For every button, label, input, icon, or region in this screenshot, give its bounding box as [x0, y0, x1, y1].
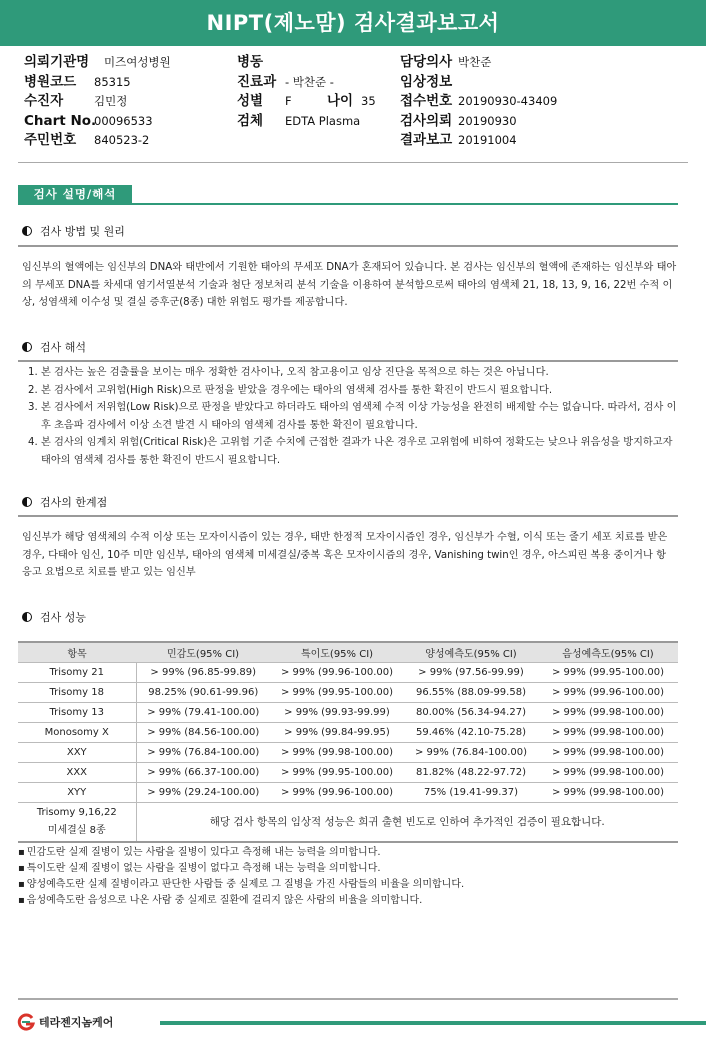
- label-report-date: 결과보고: [400, 132, 453, 148]
- report-title: NIPT(제노맘) 검사결과보고서: [0, 0, 706, 46]
- table-cell: > 99% (66.37-100.00): [136, 762, 270, 782]
- note-label-1: Trisomy 9,16,22: [36, 806, 117, 818]
- list-item: 3. 본 검사에서 저위험(Low Risk)으로 판정을 받았다고 하더라도 태아의 염색체 수적 이상 가능성을 완전히 배제할 수는 없습니다. 따라서, 검사 이후 초음파 검사에서 이상 소견 발견 시 태아의 염색체 검사를 통한 확진이 필요합니다.: [28, 402, 677, 431]
- half-circle-icon: [22, 342, 32, 352]
- label-doctor: 담당의사: [400, 54, 453, 70]
- value-chart-no: 00096533: [94, 113, 153, 128]
- label-ward: 병동: [237, 54, 264, 70]
- interpretation-heading-text: 검사 해석: [40, 341, 87, 354]
- label-patient: 수진자: [24, 93, 64, 109]
- table-cell: Trisomy 18: [18, 682, 136, 702]
- table-cell: 98.25% (90.61-99.96): [136, 682, 270, 702]
- table-cell: > 99% (99.95-100.00): [270, 682, 404, 702]
- column-header: 항목: [18, 642, 136, 662]
- info-row-sex-age: [237, 91, 376, 111]
- table-cell: > 99% (29.24-100.00): [136, 782, 270, 802]
- table-cell: > 99% (99.96-100.00): [270, 662, 404, 682]
- note-text: 해당 검사 항목의 임상적 성능은 희귀 출현 빈도로 인하여 추가적인 검증이 필요합니다.: [136, 802, 678, 842]
- value-receipt-no: 20190930-43409: [458, 94, 558, 108]
- note-label-2: 미세결실 8종: [47, 824, 106, 836]
- label-chart-no: Chart No.: [24, 112, 97, 129]
- table-cell: > 99% (84.56-100.00): [136, 722, 270, 742]
- info-row-resident-no: [24, 130, 171, 150]
- table-cell: > 99% (97.56-99.99): [404, 662, 538, 682]
- table-row: [18, 702, 678, 722]
- info-row-specimen: [237, 111, 376, 131]
- value-sex: F: [285, 94, 292, 108]
- table-cell: > 99% (99.98-100.00): [270, 742, 404, 762]
- info-row-department: [237, 72, 376, 92]
- value-clinic: 미즈여성병원: [104, 55, 171, 69]
- list-item: 1. 본 검사는 높은 검출률을 보이는 매우 정확한 검사이나, 오직 참고용이고 임상 진단을 목적으로 하는 것은 아닙니다.: [28, 367, 549, 378]
- column-header: 특이도(95% CI): [270, 642, 404, 662]
- label-age: 나이: [327, 93, 354, 109]
- info-row-report-date: [400, 130, 557, 150]
- table-cell: Trisomy 13: [18, 702, 136, 722]
- table-note-row: [18, 802, 678, 842]
- table-row: [18, 722, 678, 742]
- patient-info-col1: [24, 52, 171, 150]
- table-row: [18, 662, 678, 682]
- info-row-doctor: [400, 52, 557, 72]
- value-patient: 김민정: [94, 94, 128, 108]
- performance-heading-text: 검사 성능: [40, 611, 87, 624]
- value-doctor: 박찬준: [458, 55, 492, 69]
- table-cell: 75% (19.41-99.37): [404, 782, 538, 802]
- label-receipt-no: 접수번호: [400, 93, 453, 109]
- limitations-text: 임신부가 해당 염색체의 수적 이상 또는 모자이시즘이 있는 경우, 태반 한정적 모자이시즘인 경우, 임신부가 수혈, 이식 또는 줄기 세포 치료를 받은 경우, 다태아 임신, 10주 미만 임신부, 태아의 염색체 미세결실/중복 혹은 모자이시즘의 경우, Vanishing twin인 경우, 아스피린 복용 중이거나 항 응고 요법으로 치료를 받고 있는 임신부: [22, 532, 668, 578]
- section-underline: [18, 203, 678, 205]
- info-row-hospital-code: [24, 72, 171, 92]
- label-request-date: 검사의뢰: [400, 112, 453, 129]
- table-cell: XXY: [18, 742, 136, 762]
- table-row: [18, 742, 678, 762]
- value-request-date: 20190930: [458, 113, 517, 128]
- note-label-cell: [18, 802, 136, 842]
- column-header: 음성예측도(95% CI): [538, 642, 678, 662]
- table-cell: XYY: [18, 782, 136, 802]
- list-item: 4. 본 검사의 임계치 위험(Critical Risk)은 고위험 기준 수치에 근접한 결과가 나온 경우로 고위험에 비하여 정확도는 낮으나 위음성을 방지하고자 태아의 염색체 검사를 통한 확진이 반드시 필요합니다.: [28, 437, 673, 466]
- method-heading-text: 검사 방법 및 원리: [40, 225, 125, 238]
- list-item: ▪ 민감도란 실제 질병이 있는 사람을 질병이 있다고 측정해 내는 능력을 의미합니다.: [18, 845, 678, 861]
- footer-divider: [18, 998, 678, 1000]
- method-text: 임신부의 혈액에는 임신부의 DNA와 태반에서 기원한 태아의 무세포 DNA가 혼재되어 있습니다. 본 검사는 임신부의 혈액에 존재하는 임신부와 태아의 무세포 DNA를 차세대 염기서열분석 기술과 첨단 정보처리 분석 기술을 이용하여 분석함으로써 태아의 염색체 21, 18, 13, 9, 16, 22번 수적 이상, 성염색체 이수성 및 결실 증후군(8종) 대한 위험도 평가를 제공합니다.: [22, 262, 677, 308]
- list-item: 2. 본 검사에서 고위험(High Risk)으로 판정을 받았을 경우에는 태아의 염색체 검사를 통한 확진이 반드시 필요합니다.: [28, 384, 553, 396]
- table-cell: XXX: [18, 762, 136, 782]
- interpretation-heading: [22, 339, 86, 355]
- info-row-chart-no: [24, 111, 171, 131]
- limitations-heading: [22, 494, 107, 510]
- value-specimen: EDTA Plasma: [285, 113, 361, 128]
- value-report-date: 20191004: [458, 133, 517, 147]
- table-cell: > 99% (96.85-99.89): [136, 662, 270, 682]
- list-item: ▪ 특이도란 실제 질병이 없는 사람을 질병이 없다고 측정해 내는 능력을 의미합니다.: [18, 861, 678, 877]
- performance-table: [18, 641, 678, 843]
- table-cell: > 99% (76.84-100.00): [136, 742, 270, 762]
- table-row: [18, 762, 678, 782]
- method-heading-line: [18, 245, 678, 247]
- table-cell: > 99% (99.93-99.99): [270, 702, 404, 722]
- footer-accent-bar: [160, 1021, 706, 1025]
- half-circle-icon: [22, 226, 32, 236]
- table-cell: Monosomy X: [18, 722, 136, 742]
- section-tab: 검사 설명/해석: [18, 185, 132, 204]
- table-cell: 59.46% (42.10-75.28): [404, 722, 538, 742]
- info-row-request-date: [400, 111, 557, 131]
- limitations-heading-text: 검사의 한계점: [40, 496, 108, 509]
- info-row-receipt-no: [400, 91, 557, 111]
- table-cell: > 99% (99.98-100.00): [538, 742, 678, 762]
- table-cell: > 99% (99.98-100.00): [538, 762, 678, 782]
- table-cell: > 99% (99.95-100.00): [538, 662, 678, 682]
- value-department: - 박찬준 -: [285, 74, 334, 89]
- label-clinical-info: 임상정보: [400, 73, 453, 90]
- info-row-ward: [237, 52, 376, 72]
- table-cell: Trisomy 21: [18, 662, 136, 682]
- label-specimen: 검체: [237, 112, 264, 129]
- table-cell: > 99% (99.98-100.00): [538, 722, 678, 742]
- label-department: 진료과: [237, 73, 277, 90]
- table-cell: > 99% (99.96-100.00): [270, 782, 404, 802]
- table-cell: > 99% (99.98-100.00): [538, 702, 678, 722]
- table-cell: > 99% (99.84-99.95): [270, 722, 404, 742]
- label-sex: 성별: [237, 93, 264, 109]
- table-header-row: [18, 642, 678, 662]
- info-row-clinic: [24, 52, 171, 72]
- definitions-list: [18, 845, 678, 909]
- value-age: 35: [361, 94, 376, 108]
- company-name: 테라젠지놈케어: [39, 1016, 114, 1029]
- table-cell: 96.55% (88.09-99.58): [404, 682, 538, 702]
- table-cell: > 99% (79.41-100.00): [136, 702, 270, 722]
- table-cell: 80.00% (56.34-94.27): [404, 702, 538, 722]
- patient-info-col2: [237, 52, 376, 130]
- method-heading: [22, 223, 125, 239]
- value-hospital-code: 85315: [94, 74, 131, 89]
- patient-info-col3: [400, 52, 557, 150]
- info-row-patient: [24, 91, 171, 111]
- header-divider: [18, 162, 688, 163]
- interpretation-heading-line: [18, 360, 678, 362]
- table-cell: > 99% (99.95-100.00): [270, 762, 404, 782]
- performance-heading: [22, 609, 86, 625]
- table-cell: > 99% (99.96-100.00): [538, 682, 678, 702]
- table-cell: > 99% (99.98-100.00): [538, 782, 678, 802]
- table-cell: 81.82% (48.22-97.72): [404, 762, 538, 782]
- list-item: ▪ 양성예측도란 실제 질병이라고 판단한 사람들 중 실제로 그 질병을 가진 사람들의 비율을 의미합니다.: [18, 877, 678, 893]
- table-row: [18, 682, 678, 702]
- label-resident-no: 주민번호: [24, 132, 77, 148]
- interpretation-list: [28, 364, 678, 469]
- company-logo: [16, 1012, 113, 1032]
- label-clinic: 의뢰기관명: [24, 54, 90, 70]
- logo-icon: [16, 1012, 36, 1032]
- half-circle-icon: [22, 497, 32, 507]
- column-header: 양성예측도(95% CI): [404, 642, 538, 662]
- table-row: [18, 782, 678, 802]
- list-item: ▪ 음성예측도란 음성으로 나온 사람 중 실제로 질환에 걸리지 않은 사람의 비율을 의미합니다.: [18, 893, 678, 909]
- column-header: 민감도(95% CI): [136, 642, 270, 662]
- label-hospital-code: 병원코드: [24, 73, 77, 90]
- half-circle-icon: [22, 612, 32, 622]
- info-row-clinical-info: [400, 72, 557, 92]
- value-resident-no: 840523-2: [94, 133, 150, 147]
- limitations-heading-line: [18, 515, 678, 517]
- table-cell: > 99% (76.84-100.00): [404, 742, 538, 762]
